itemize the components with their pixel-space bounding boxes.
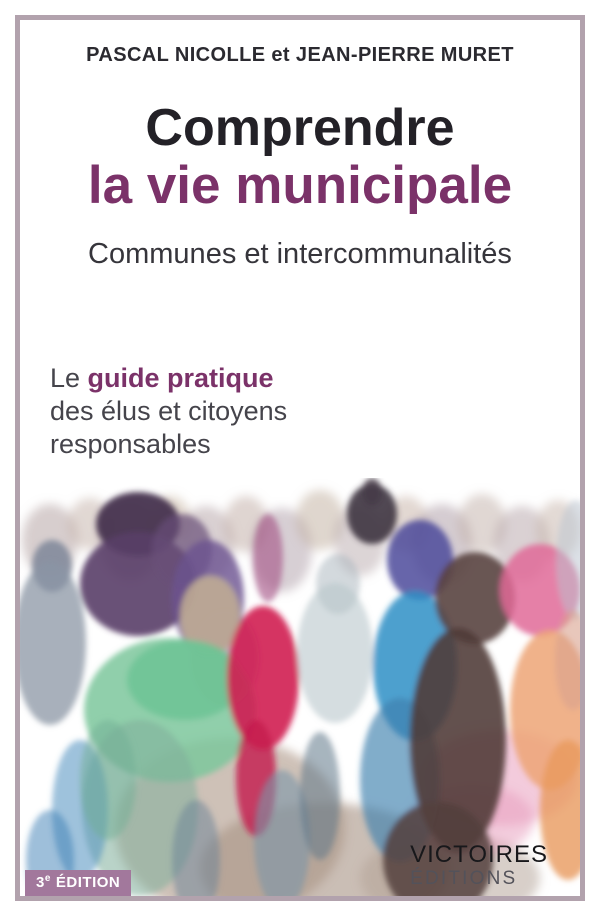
edition-sup: e xyxy=(44,873,51,884)
edition-number: 3 xyxy=(36,874,45,891)
tagline-line-1 xyxy=(50,362,287,395)
publisher-name: VICTOIRES xyxy=(410,841,548,868)
publisher-division: ÉDITIONS xyxy=(410,868,518,889)
book-title xyxy=(0,100,600,215)
edition-label: ÉDITION xyxy=(55,874,121,891)
title-line-2: la vie municipale xyxy=(87,156,513,216)
author-line: PASCAL NICOLLE et JEAN-PIERRE MURET xyxy=(86,44,514,66)
tagline xyxy=(50,362,287,462)
tagline-line-2: des élus et citoyens xyxy=(50,396,288,427)
publisher-logo xyxy=(410,843,548,888)
edition-badge xyxy=(25,870,131,896)
crowd-watercolor-illustration xyxy=(20,478,580,896)
tagline-highlight: guide pratique xyxy=(87,363,274,393)
tagline-lead: Le xyxy=(50,363,88,393)
tagline-line-3: responsables xyxy=(50,429,211,460)
title-line-1: Comprendre xyxy=(145,99,455,157)
subtitle: Communes et intercommunalités xyxy=(88,238,512,270)
